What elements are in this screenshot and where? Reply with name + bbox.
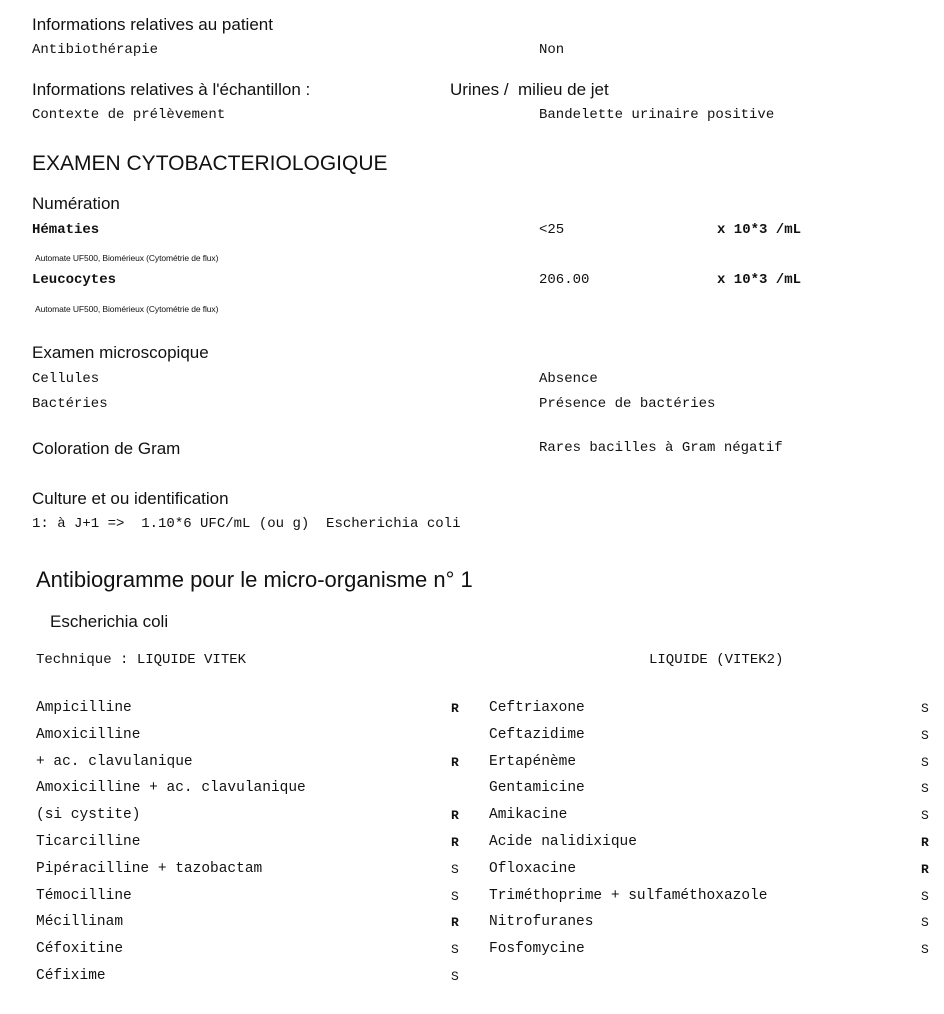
micro-heading: Examen microscopique <box>32 343 209 362</box>
right-antibiotic-result: S <box>921 808 929 823</box>
hematies-value: <25 <box>539 222 565 238</box>
sample-heading: Informations relatives à l'échantillon : <box>32 80 311 99</box>
exam-title: EXAMEN CYTOBACTERIOLOGIQUE <box>32 152 388 175</box>
leucocytes-unit: x 10*3 /mL <box>717 272 802 288</box>
technique-label: Technique : LIQUIDE VITEK <box>36 652 247 668</box>
leucocytes-method: Automate UF500, Biomérieux (Cytométrie de flux) <box>35 304 219 314</box>
left-antibiotic-result: R <box>451 701 459 716</box>
right-antibiotic-name: Ceftriaxone <box>489 700 585 716</box>
hematies-unit: x 10*3 /mL <box>717 222 802 238</box>
right-antibiotic-name: Ofloxacine <box>489 861 577 877</box>
cellules-label: Cellules <box>32 371 100 387</box>
left-antibiotic-name: Amoxicilline <box>36 727 141 743</box>
organism-name: Escherichia coli <box>50 612 169 631</box>
sample-type: Urines / milieu de jet <box>450 80 609 99</box>
gram-heading: Coloration de Gram <box>32 439 181 458</box>
right-antibiotic-name: Gentamicine <box>489 780 585 796</box>
left-antibiotic-name: Pipéracilline + tazobactam <box>36 861 263 877</box>
right-antibiotic-name: Amikacine <box>489 807 568 823</box>
culture-line: 1: à J+1 => 1.10*6 UFC/mL (ou g) Escherichia coli <box>32 516 461 532</box>
right-antibiotic-name: Ceftazidime <box>489 727 585 743</box>
culture-heading: Culture et ou identification <box>32 489 229 508</box>
right-antibiotic-result: S <box>921 755 929 770</box>
right-antibiotic-name: Nitrofuranes <box>489 914 594 930</box>
left-antibiotic-name: Ampicilline <box>36 700 132 716</box>
antibiogram-title: Antibiogramme pour le micro-organisme n° 1 <box>36 567 473 592</box>
left-antibiotic-name: (si cystite) <box>36 807 141 823</box>
right-antibiotic-result: S <box>921 915 929 930</box>
left-antibiotic-name: Mécillinam <box>36 914 124 930</box>
left-antibiotic-name: Amoxicilline + ac. clavulanique <box>36 780 306 796</box>
hematies-label: Hématies <box>32 222 100 238</box>
leucocytes-value: 206.00 <box>539 272 590 288</box>
left-antibiotic-result: R <box>451 755 459 770</box>
contexte-value: Bandelette urinaire positive <box>539 107 775 123</box>
right-antibiotic-result: S <box>921 701 929 716</box>
bacteries-label: Bactéries <box>32 396 108 412</box>
technique-value: LIQUIDE (VITEK2) <box>649 652 784 668</box>
right-antibiotic-result: R <box>921 862 929 877</box>
right-antibiotic-result: R <box>921 835 929 850</box>
right-antibiotic-result: S <box>921 781 929 796</box>
gram-value: Rares bacilles à Gram négatif <box>539 440 783 456</box>
right-antibiotic-name: Ertapénème <box>489 754 577 770</box>
left-antibiotic-name: Céfixime <box>36 968 106 984</box>
right-antibiotic-result: S <box>921 942 929 957</box>
right-antibiotic-result: S <box>921 889 929 904</box>
left-antibiotic-result: S <box>451 889 459 904</box>
contexte-label: Contexte de prélèvement <box>32 107 226 123</box>
left-antibiotic-result: S <box>451 942 459 957</box>
right-antibiotic-result: S <box>921 728 929 743</box>
left-antibiotic-result: S <box>451 969 459 984</box>
left-antibiotic-name: Ticarcilline <box>36 834 141 850</box>
left-antibiotic-result: S <box>451 862 459 877</box>
left-antibiotic-name: + ac. clavulanique <box>36 754 193 770</box>
patient-heading: Informations relatives au patient <box>32 15 273 34</box>
left-antibiotic-result: R <box>451 835 459 850</box>
antibiotherapie-value: Non <box>539 42 565 58</box>
right-antibiotic-name: Acide nalidixique <box>489 834 637 850</box>
hematies-method: Automate UF500, Biomérieux (Cytométrie de flux) <box>35 253 219 263</box>
bacteries-value: Présence de bactéries <box>539 396 716 412</box>
left-antibiotic-name: Témocilline <box>36 888 132 904</box>
left-antibiotic-name: Céfoxitine <box>36 941 124 957</box>
left-antibiotic-result: R <box>451 808 459 823</box>
cellules-value: Absence <box>539 371 598 387</box>
antibiotherapie-label: Antibiothérapie <box>32 42 159 58</box>
right-antibiotic-name: Triméthoprime + sulfaméthoxazole <box>489 888 768 904</box>
left-antibiotic-result: R <box>451 915 459 930</box>
right-antibiotic-name: Fosfomycine <box>489 941 585 957</box>
numeration-heading: Numération <box>32 194 120 213</box>
leucocytes-label: Leucocytes <box>32 272 117 288</box>
